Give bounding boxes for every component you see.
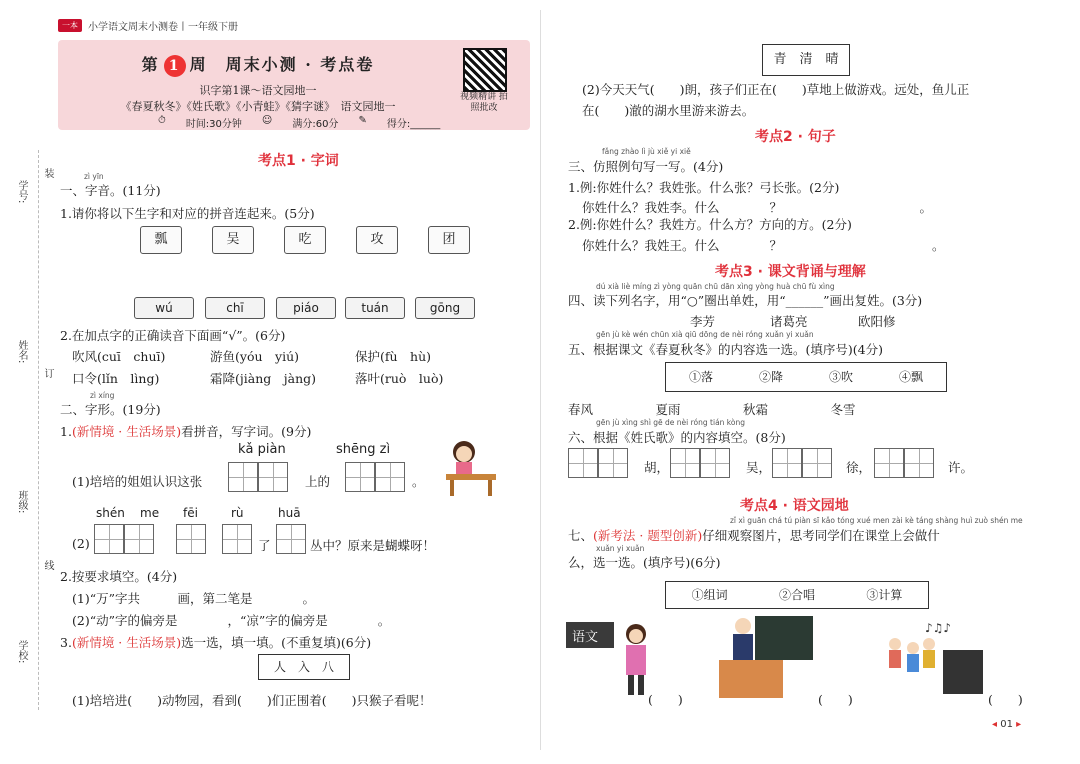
brand-logo: 一本 bbox=[58, 19, 82, 32]
q3-1-example: 1.例:你姓什么？我姓张。什么张？弓长张。(2分) bbox=[568, 180, 840, 195]
q7-pinyin-2: xuǎn yi xuǎn bbox=[596, 544, 645, 553]
pinyin-card-3[interactable]: piáo bbox=[276, 297, 336, 319]
q3-2-example: 2.例:你姓什么？我姓方。什么方？方向的方。(2分) bbox=[568, 217, 852, 232]
q1-1-prompt: 1.请你将以下生字和对应的拼音连起来。(5分) bbox=[60, 206, 315, 221]
q4-title: 四、读下列名字，用“○”圈出单姓，用“______”画出复姓。(3分) bbox=[568, 293, 923, 308]
reading-1c[interactable]: 保护(fù hù) bbox=[355, 349, 432, 364]
char-card-2[interactable]: 吴 bbox=[212, 226, 254, 254]
board-text: 语文 bbox=[572, 630, 599, 645]
person-icon: ☺ bbox=[261, 115, 273, 126]
pinyin-shen: shén bbox=[96, 506, 125, 520]
name-1[interactable]: 李芳 bbox=[690, 314, 716, 329]
q2-1b-text: (2) bbox=[72, 536, 90, 551]
q2-3-prompt: 3.(新情境 · 生活场景)选一选，填一填。(不重复填)(6分) bbox=[60, 635, 372, 650]
option-7-3: ③计算 bbox=[866, 588, 903, 602]
q5-title: 五、根据课文《春夏秋冬》的内容选一选。(填序号)(4分) bbox=[568, 342, 883, 357]
q2-1-prompt: 1.(新情境 · 生活场景)看拼音，写字词。(9分) bbox=[60, 424, 312, 439]
next-arrow-icon: ▸ bbox=[1012, 719, 1022, 730]
name-label: 姓名: bbox=[16, 340, 27, 364]
pinyin-card-5[interactable]: gōng bbox=[415, 297, 475, 319]
q2-3a: (1)培培进( )动物园，看到( )们正围着( )只猴子看呢！ bbox=[72, 693, 432, 708]
week-badge: 1 bbox=[164, 55, 186, 77]
time-limit: 时间:30分钟 bbox=[185, 119, 242, 130]
pinyin-me: me bbox=[140, 506, 160, 520]
q1-pinyin: zì yīn bbox=[84, 172, 104, 181]
prev-arrow-icon: ◂ bbox=[992, 719, 1001, 730]
write-grid[interactable] bbox=[904, 448, 934, 478]
option-7-1: ①组词 bbox=[691, 588, 728, 602]
q2-1a-text: (1)培培的姐姐认识这张 bbox=[72, 474, 203, 489]
option-5-1: ①落 bbox=[688, 370, 713, 384]
write-grid[interactable] bbox=[176, 524, 206, 554]
write-grid[interactable] bbox=[94, 524, 124, 554]
option-5-4: ④飘 bbox=[898, 370, 923, 384]
pinyin-fei: fēi bbox=[183, 506, 198, 520]
q2-2-prompt: 2.按要求填空。(4分) bbox=[60, 569, 178, 584]
write-grid[interactable] bbox=[598, 448, 628, 478]
choices-box-3: 人 入 八 bbox=[258, 654, 350, 680]
q3-1-answer: 你姓什么？我姓李。什么 ？ 。 bbox=[582, 200, 933, 215]
write-grid[interactable] bbox=[874, 448, 904, 478]
exam-title: 第 1 周 周末小测 · 考点卷 bbox=[58, 52, 458, 77]
section-k3-heading: 考点3 · 课文背诵与理解 bbox=[715, 264, 866, 280]
svg-text:♪♫♪: ♪♫♪ bbox=[925, 621, 952, 635]
q1-title: 一、字音。(11分) bbox=[60, 183, 161, 198]
answer-paren-2[interactable]: ( ) bbox=[818, 692, 853, 707]
pinyin-card-4[interactable]: tuán bbox=[345, 297, 405, 319]
char-card-4[interactable]: 攻 bbox=[356, 226, 398, 254]
class-label: 班级: bbox=[16, 490, 27, 514]
q5-blanks: 春风 夏雨 秋霜 冬雪 bbox=[568, 402, 919, 417]
exam-info bbox=[158, 115, 440, 130]
reading-2b[interactable]: 霜降(jiàng jàng) bbox=[210, 371, 317, 386]
choices-box-5 bbox=[665, 362, 947, 392]
pinyin-hua: huā bbox=[278, 506, 301, 520]
write-grid[interactable] bbox=[802, 448, 832, 478]
total-score: 满分:60分 bbox=[292, 119, 339, 130]
q1-2-prompt: 2.在加点字的正确读音下面画“√”。(6分) bbox=[60, 328, 286, 343]
math-class-illustration bbox=[715, 612, 815, 702]
q6-word-3: 徐， bbox=[846, 460, 872, 475]
id-label: 学号: bbox=[16, 180, 27, 204]
scope-line: 识字第1课～语文园地一 bbox=[199, 84, 317, 97]
score-field: 得分:______ bbox=[386, 119, 441, 130]
q6-pinyin: gēn jù xìng shì gē de nèi róng tián kòng bbox=[596, 418, 745, 427]
choices-box-top: 青 清 晴 bbox=[762, 44, 850, 76]
q3-title: 三、仿照例句写一写。(4分) bbox=[568, 159, 724, 174]
seal-char-1: 装 bbox=[42, 168, 53, 178]
school-label: 学校: bbox=[16, 640, 27, 664]
q2-2b: (2)“动”字的偏旁是 ，“凉”字的偏旁是 。 bbox=[72, 613, 391, 628]
q2-title: 二、字形。(19分) bbox=[60, 402, 161, 417]
qr-code-icon[interactable] bbox=[463, 48, 507, 92]
q2-3b-line1: (2)今天天气( )朗，孩子们正在( )草地上做游戏。远处，鱼儿正 bbox=[582, 82, 970, 97]
reading-2c[interactable]: 落叶(ruò luò) bbox=[355, 371, 444, 386]
pinyin-card-1[interactable]: wú bbox=[134, 297, 194, 319]
answer-paren-3[interactable]: ( ) bbox=[988, 692, 1023, 707]
name-2[interactable]: 诸葛亮 bbox=[770, 314, 808, 329]
pinyin-shengzi: shēng zì bbox=[336, 442, 391, 457]
seal-char-3: 线 bbox=[42, 560, 53, 570]
q4-pinyin: dú xià liè míng zì yòng quān chū dān xìng yòng huà chū fù xìng bbox=[596, 282, 835, 291]
write-grid[interactable] bbox=[258, 462, 288, 492]
write-grid[interactable] bbox=[124, 524, 154, 554]
name-3[interactable]: 欧阳修 bbox=[858, 314, 896, 329]
pinyin-card-2[interactable]: chī bbox=[205, 297, 265, 319]
q2-1b-text3: 丛中？原来是蝴蝶呀！ bbox=[310, 538, 436, 553]
q3-2-answer: 你姓什么？我姓王。什么 ？ 。 bbox=[582, 238, 945, 253]
reading-2a[interactable]: 口令(lǐn lìng) bbox=[72, 371, 160, 386]
write-grid[interactable] bbox=[375, 462, 405, 492]
char-card-1[interactable]: 瓢 bbox=[140, 226, 182, 254]
write-grid[interactable] bbox=[772, 448, 802, 478]
option-7-2: ②合唱 bbox=[778, 588, 815, 602]
q2-3b-line2: 在( )澈的湖水里游来游去。 bbox=[582, 103, 755, 118]
series-title: 小学语文周末小测卷丨一年级下册 bbox=[88, 21, 238, 33]
pinyin-kapian: kǎ piàn bbox=[238, 442, 286, 457]
write-grid[interactable] bbox=[228, 462, 258, 492]
pen-icon: ✎ bbox=[358, 115, 367, 126]
char-card-3[interactable]: 吃 bbox=[284, 226, 326, 254]
seal-char-2: 订 bbox=[42, 368, 53, 378]
q6-title: 六、根据《姓氏歌》的内容填空。(8分) bbox=[568, 430, 786, 445]
write-grid[interactable] bbox=[670, 448, 700, 478]
q3-pinyin: fǎng zhào lì jù xiě yi xiě bbox=[602, 147, 691, 156]
char-card-5[interactable]: 团 bbox=[428, 226, 470, 254]
q2-1b-text2: 了 bbox=[258, 538, 271, 553]
option-5-3: ③吹 bbox=[828, 370, 853, 384]
clock-icon: ⏱ bbox=[158, 115, 166, 126]
write-grid[interactable] bbox=[222, 524, 252, 554]
option-5-2: ②降 bbox=[758, 370, 783, 384]
section-k4-heading: 考点4 · 语文园地 bbox=[740, 498, 849, 514]
write-grid[interactable] bbox=[276, 524, 306, 554]
q6-word-4: 许。 bbox=[948, 460, 974, 475]
write-grid[interactable] bbox=[700, 448, 730, 478]
q7-pinyin: zǐ xì guān chá tú piàn sī kǎo tóng xué men zài kè táng shàng huì zuò shén me bbox=[730, 516, 1023, 525]
page-number: ◂ 01 ▸ bbox=[992, 719, 1022, 730]
music-class-illustration bbox=[885, 618, 985, 700]
q2-1a-text3: 。 bbox=[412, 474, 425, 489]
q6-word-1: 胡， bbox=[644, 460, 670, 475]
q5-pinyin: gēn jù kè wén chūn xià qiū dōng de nèi róng xuǎn yi xuǎn bbox=[596, 330, 814, 339]
section-k1-heading: 考点1 · 字词 bbox=[258, 153, 339, 169]
q6-word-2: 吴， bbox=[746, 460, 772, 475]
reading-1a[interactable]: 吹风(cuī chuī) bbox=[72, 349, 166, 364]
right-page bbox=[540, 0, 1080, 764]
q7-title: 七、(新考法 · 题型创新)仔细观察图片，思考同学们在课堂上会做什 bbox=[568, 528, 940, 543]
reading-1b[interactable]: 游鱼(yóu yiú) bbox=[210, 349, 300, 364]
binding-line bbox=[38, 150, 39, 710]
section-k2-heading: 考点2 · 句子 bbox=[755, 129, 836, 145]
header-banner bbox=[58, 40, 530, 130]
write-grid[interactable] bbox=[345, 462, 375, 492]
qr-caption: 视频精讲 拍照批改 bbox=[460, 92, 508, 113]
choices-box-7 bbox=[665, 581, 929, 609]
lessons-line: 《春夏秋冬》《姓氏歌》《小青蛙》《猜字谜》 语文园地一 bbox=[120, 100, 396, 113]
series-strip bbox=[58, 18, 238, 32]
write-grid[interactable] bbox=[568, 448, 598, 478]
answer-paren-1[interactable]: ( ) bbox=[648, 692, 683, 707]
q2-2a: (1)“万”字共 画，第二笔是 。 bbox=[72, 591, 315, 606]
pinyin-ru: rù bbox=[231, 506, 244, 520]
q2-1a-text2: 上的 bbox=[305, 474, 331, 489]
q7-title-2: 么，选一选。(填序号)(6分) bbox=[568, 555, 721, 570]
q2-pinyin: zì xíng bbox=[90, 391, 115, 400]
girl-reading-illustration bbox=[440, 436, 500, 498]
